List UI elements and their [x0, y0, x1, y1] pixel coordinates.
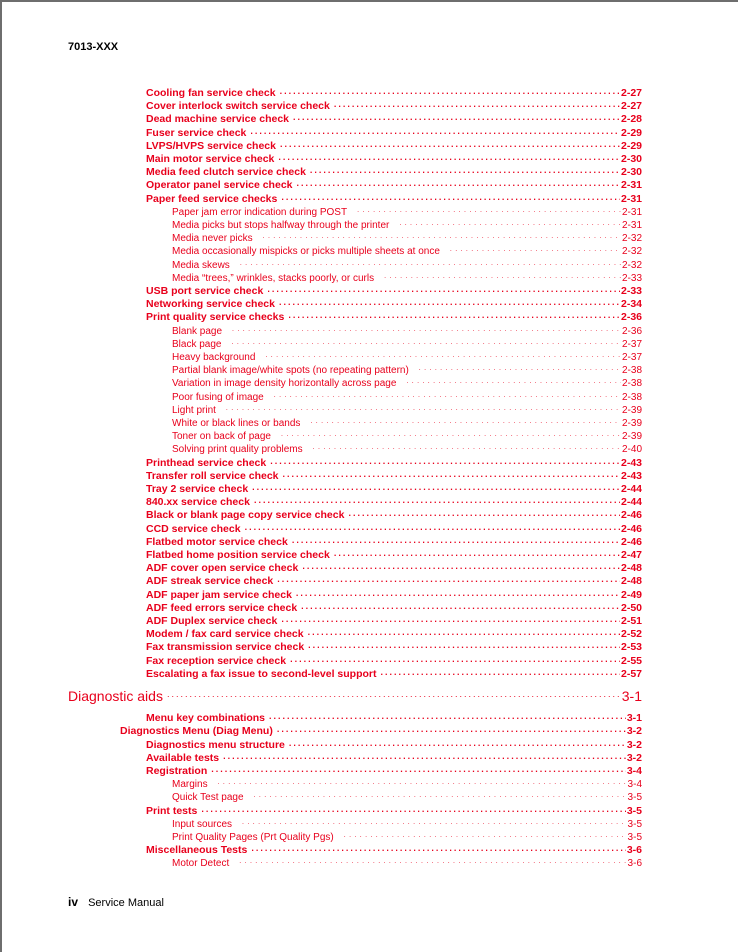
toc-entry-page: 2-46 [620, 509, 642, 522]
toc-entry[interactable] [146, 535, 642, 549]
toc-entry-page: 2-33 [620, 285, 642, 297]
toc-entry[interactable] [172, 324, 642, 338]
toc-dot-leader [223, 751, 626, 761]
toc-entry-label: ADF streak service check [146, 575, 274, 588]
toc-entry-label: Flatbed home position service check [146, 549, 330, 561]
toc-entry-page: 2-46 [620, 522, 642, 535]
toc-entry-page: 2-50 [620, 601, 642, 614]
toc-entry-page: 2-53 [620, 641, 642, 654]
toc-entry-label: Main motor service check [146, 153, 275, 165]
toc-chapter-entry[interactable] [68, 688, 642, 704]
toc-entry-label: Available tests [146, 751, 220, 764]
toc-entry-page: 2-43 [620, 469, 642, 482]
toc-dot-leader [399, 218, 621, 228]
toc-entry-page: 2-32 [621, 259, 642, 271]
toc-entry-page: 3-2 [626, 751, 642, 764]
toc-dot-leader [251, 843, 625, 853]
toc-entry-page: 2-33 [621, 272, 642, 284]
toc-entry-label: ADF cover open service check [146, 562, 299, 575]
toc-dot-leader [281, 614, 620, 624]
footer-page-number: iv [68, 895, 79, 909]
toc-dot-leader [357, 205, 621, 215]
toc-entry-label: Diagnostics Menu (Diag Menu) [120, 725, 273, 738]
toc-entry[interactable] [172, 350, 642, 364]
toc-entry-label: Cooling fan service check [146, 87, 276, 99]
toc-entry[interactable] [146, 764, 642, 778]
toc-entry[interactable] [172, 244, 642, 258]
toc-entry-page: 3-1 [621, 688, 642, 704]
toc-dot-leader [302, 561, 620, 571]
toc-entry[interactable] [172, 390, 642, 404]
toc-entry-label: Cover interlock switch service check [146, 100, 330, 113]
toc-dot-leader [270, 456, 620, 466]
toc-entry[interactable] [146, 284, 642, 298]
toc-entry-page: 2-37 [621, 352, 642, 363]
toc-dot-leader [242, 817, 627, 827]
toc-entry-label: Black or blank page copy service check [146, 509, 345, 522]
toc-dot-leader [239, 856, 626, 866]
toc-entry-page: 2-31 [621, 206, 642, 218]
toc-dot-leader [283, 469, 620, 479]
toc-entry[interactable] [146, 804, 642, 818]
toc-entry[interactable] [146, 508, 642, 522]
toc-dot-leader [308, 627, 620, 637]
toc-dot-leader [406, 376, 621, 386]
toc-dot-leader [344, 830, 627, 840]
toc-dot-leader [313, 442, 621, 452]
toc-entry-page: 2-30 [620, 166, 642, 179]
toc-entry[interactable] [146, 843, 642, 857]
toc-dot-leader [232, 324, 621, 334]
toc-entry[interactable] [146, 456, 642, 470]
toc-entry-label: Diagnostic aids [68, 688, 163, 704]
toc-entry[interactable] [146, 654, 642, 668]
toc-entry-page: 3-4 [626, 765, 642, 777]
toc-entry-page: 2-28 [620, 113, 642, 126]
toc-entry-page: 2-38 [621, 365, 642, 377]
toc-entry-page: 2-51 [620, 615, 642, 627]
toc-entry-page: 2-31 [620, 179, 642, 192]
toc-entry[interactable] [146, 178, 642, 192]
toc-entry-label: Variation in image density horizontally across page [172, 378, 397, 390]
toc-entry-page: 2-36 [620, 311, 642, 324]
toc-dot-leader [334, 99, 620, 109]
toc-entry-page: 2-39 [621, 431, 642, 443]
toc-dot-leader [308, 640, 620, 650]
toc-entry-page: 3-5 [626, 804, 642, 817]
toc-entry-label: Motor Detect [172, 858, 230, 870]
toc-dot-leader [296, 588, 620, 598]
toc-entry-label: Paper jam error indication during POST [172, 206, 348, 218]
toc-entry-page: 2-46 [620, 535, 642, 548]
toc-entry[interactable] [146, 99, 642, 113]
toc-entry-page: 3-2 [626, 738, 642, 751]
toc-entry-label: White or black lines or bands [172, 418, 301, 429]
toc-entry[interactable] [172, 790, 642, 804]
toc-entry-page: 2-52 [620, 628, 642, 641]
toc-entry-page: 2-27 [620, 100, 642, 113]
page-footer [68, 895, 164, 909]
toc-entry-label: ADF feed errors service check [146, 601, 298, 614]
toc-entry-label: Media “trees,” wrinkles, stacks poorly, or curls [172, 272, 375, 284]
toc-entry-label: Paper feed service checks [146, 192, 278, 205]
toc-entry-label: ADF paper jam service check [146, 588, 292, 601]
toc-entry-page: 3-6 [627, 858, 642, 870]
toc-dot-leader [254, 790, 627, 800]
toc-entry-page: 2-31 [620, 192, 642, 205]
toc-entry[interactable] [146, 297, 642, 311]
toc-entry-page: 2-43 [620, 456, 642, 469]
toc-entry-label: Input sources [172, 818, 233, 830]
toc-entry[interactable] [146, 86, 642, 100]
toc-entry-page: 2-32 [621, 246, 642, 258]
toc-entry-label: Blank page [172, 325, 223, 337]
toc-entry-label: Print Quality Pages (Prt Quality Pgs) [172, 832, 334, 843]
toc-entry[interactable] [172, 403, 642, 417]
toc-dot-leader [281, 192, 620, 202]
toc-entry-page: 2-40 [621, 444, 642, 456]
toc-entry-label: Media occasionally mispicks or picks multiple sheets at once [172, 246, 440, 258]
toc-dot-leader [280, 139, 620, 149]
toc-entry-label: Miscellaneous Tests [146, 844, 248, 857]
toc-entry[interactable] [172, 416, 642, 430]
toc-dot-leader [218, 777, 627, 787]
toc-entry[interactable] [146, 574, 642, 588]
page-border-left [0, 0, 2, 952]
toc-entry[interactable] [172, 271, 642, 285]
toc-entry-page: 2-27 [620, 87, 642, 99]
toc-dot-leader [278, 152, 620, 162]
toc-entry[interactable] [172, 231, 642, 245]
toc-entry-page: 2-48 [620, 562, 642, 575]
footer-title: Service Manual [88, 897, 164, 909]
toc-dot-leader [289, 738, 626, 748]
toc-entry[interactable] [172, 205, 642, 219]
toc-entry-label: Media picks but stops halfway through the printer [172, 220, 390, 231]
toc-entry[interactable] [146, 495, 642, 509]
toc-entry-label: Fax transmission service check [146, 641, 305, 654]
toc-dot-leader [250, 126, 620, 136]
toc-entry[interactable] [146, 522, 642, 536]
toc-dot-leader [263, 231, 621, 241]
toc-entry-label: Escalating a fax issue to second-level support [146, 667, 377, 680]
toc-entry[interactable] [146, 711, 642, 725]
toc-entry-label: USB port service check [146, 285, 264, 297]
toc-entry-label: Diagnostics menu structure [146, 738, 285, 751]
toc-dot-leader [297, 178, 620, 188]
toc-dot-leader [211, 764, 626, 774]
toc-entry[interactable] [146, 112, 642, 126]
toc-entry-label: Partial blank image/white spots (no repeating pattern) [172, 365, 409, 377]
toc-entry[interactable] [146, 152, 642, 166]
toc-entry-page: 2-36 [621, 325, 642, 337]
toc-dot-leader [419, 363, 621, 373]
toc-entry-page: 3-4 [627, 779, 642, 791]
toc-entry-label: CCD service check [146, 522, 241, 535]
toc-entry-label: Transfer roll service check [146, 469, 279, 482]
toc-dot-leader [245, 522, 620, 532]
toc-dot-leader [292, 535, 620, 545]
toc-dot-leader [254, 495, 620, 505]
toc-entry-page: 3-5 [627, 832, 642, 843]
toc-dot-leader [348, 508, 620, 518]
toc-entry[interactable] [146, 601, 642, 615]
toc-entry-page: 2-48 [620, 575, 642, 588]
toc-entry[interactable] [146, 738, 642, 752]
toc-entry-page: 2-29 [620, 126, 642, 139]
toc-entry-page: 2-44 [620, 483, 642, 495]
toc-entry-label: Flatbed motor service check [146, 535, 288, 548]
toc-dot-leader [277, 724, 626, 734]
toc-entry[interactable] [146, 588, 642, 602]
toc-dot-leader [201, 804, 625, 814]
toc-entry-page: 2-34 [620, 298, 642, 311]
toc-entry-page: 2-37 [621, 338, 642, 350]
toc-dot-leader [280, 86, 620, 96]
toc-entry-label: Media never picks [172, 233, 253, 245]
toc-entry-label: Printhead service check [146, 456, 267, 469]
toc-entry[interactable] [172, 376, 642, 390]
toc-entry-label: Print tests [146, 804, 198, 817]
toc-entry-page: 2-47 [620, 549, 642, 561]
toc-entry-label: Poor fusing of image [172, 391, 264, 403]
toc-dot-leader [269, 711, 626, 721]
toc-dot-leader [277, 574, 620, 584]
toc-dot-leader [384, 271, 621, 281]
toc-entry-page: 3-5 [627, 818, 642, 830]
toc-entry-page: 2-39 [621, 418, 642, 429]
toc-entry-page: 2-44 [620, 496, 642, 509]
toc-dot-leader [310, 165, 620, 175]
toc-dot-leader [301, 601, 620, 611]
toc-entry[interactable] [146, 482, 642, 496]
toc-entry-label: Menu key combinations [146, 712, 266, 725]
toc-entry[interactable] [146, 614, 642, 628]
toc-dot-leader [310, 416, 621, 426]
toc-dot-leader [267, 284, 620, 294]
toc-entry-label: Quick Test page [172, 792, 244, 804]
toc-dot-leader [279, 297, 620, 307]
toc-dot-leader [167, 691, 621, 701]
toc-entry-label: Media skews [172, 259, 230, 271]
toc-entry[interactable] [172, 429, 642, 443]
toc-dot-leader [274, 390, 621, 400]
toc-entry-label: Fax reception service check [146, 654, 287, 667]
toc-dot-leader [290, 654, 620, 664]
toc-entry-label: Fuser service check [146, 126, 247, 139]
toc-entry-page: 2-39 [621, 404, 642, 416]
toc-dot-leader [252, 482, 620, 492]
toc-dot-leader [226, 403, 621, 413]
toc-entry-label: Toner on back of page [172, 431, 271, 443]
toc-entry[interactable] [172, 363, 642, 377]
toc-entry-page: 2-31 [621, 220, 642, 231]
toc-entry-label: Solving print quality problems [172, 444, 303, 456]
toc-entry-page: 3-1 [626, 712, 642, 725]
toc-entry[interactable] [172, 777, 642, 791]
toc-entry-label: Networking service check [146, 298, 275, 311]
toc-dot-leader [265, 350, 621, 360]
toc-entry-label: Dead machine service check [146, 113, 290, 126]
toc-dot-leader [293, 112, 620, 122]
toc-entry[interactable] [146, 165, 642, 179]
toc-entry[interactable] [146, 640, 642, 654]
toc-entry-label: Tray 2 service check [146, 483, 249, 495]
toc-entry[interactable] [172, 337, 642, 351]
toc-entry-label: Heavy background [172, 352, 256, 363]
toc-entry-page: 2-30 [620, 153, 642, 165]
toc-entry-page: 2-38 [621, 391, 642, 403]
toc-entry-label: ADF Duplex service check [146, 615, 278, 627]
toc-entry[interactable] [146, 469, 642, 483]
toc-entry-page: 2-38 [621, 378, 642, 390]
toc-entry-label: Light print [172, 404, 216, 416]
toc-dot-leader [231, 337, 621, 347]
toc-entry-page: 2-29 [620, 139, 642, 152]
toc-entry-page: 2-49 [620, 588, 642, 601]
toc-entry[interactable] [146, 627, 642, 641]
toc-entry[interactable] [120, 724, 642, 738]
toc-dot-leader [288, 310, 620, 320]
toc-entry-label: Black page [172, 338, 222, 350]
toc-entry-label: 840.xx service check [146, 496, 250, 509]
toc-entry-label: Media feed clutch service check [146, 166, 306, 179]
page-border-top [0, 0, 738, 2]
toc-entry[interactable] [172, 258, 642, 272]
toc-entry-label: LVPS/HVPS service check [146, 139, 276, 152]
toc-entry[interactable] [146, 126, 642, 140]
toc-dot-leader [240, 258, 621, 268]
toc-entry[interactable] [146, 751, 642, 765]
toc-entry[interactable] [172, 856, 642, 870]
toc-dot-leader [281, 429, 621, 439]
toc-entry-page: 2-32 [621, 233, 642, 245]
toc-entry[interactable] [146, 561, 642, 575]
toc-dot-leader [334, 548, 620, 558]
toc-entry[interactable] [172, 442, 642, 456]
toc-entry-label: Margins [172, 779, 208, 791]
toc-entry-label: Registration [146, 765, 208, 777]
toc-entry[interactable] [146, 139, 642, 153]
toc-entry-page: 3-2 [626, 725, 642, 738]
toc-entry[interactable] [146, 667, 642, 681]
document-id: 7013-XXX [68, 41, 119, 53]
toc-entry-label: Operator panel service check [146, 179, 293, 192]
toc-entry[interactable] [172, 817, 642, 831]
toc-entry[interactable] [146, 548, 642, 562]
toc-entry[interactable] [172, 218, 642, 232]
toc-entry-page: 3-5 [627, 792, 642, 804]
toc-entry-label: Modem / fax card service check [146, 628, 304, 641]
toc-entry-page: 2-57 [620, 667, 642, 680]
toc-entry[interactable] [146, 310, 642, 324]
toc-entry-page: 2-55 [620, 654, 642, 667]
toc-dot-leader [381, 667, 620, 677]
toc-dot-leader [450, 244, 621, 254]
toc-entry-page: 3-6 [626, 844, 642, 857]
toc-entry-label: Print quality service checks [146, 311, 285, 324]
toc-entry[interactable] [172, 830, 642, 844]
toc-entry[interactable] [146, 192, 642, 206]
